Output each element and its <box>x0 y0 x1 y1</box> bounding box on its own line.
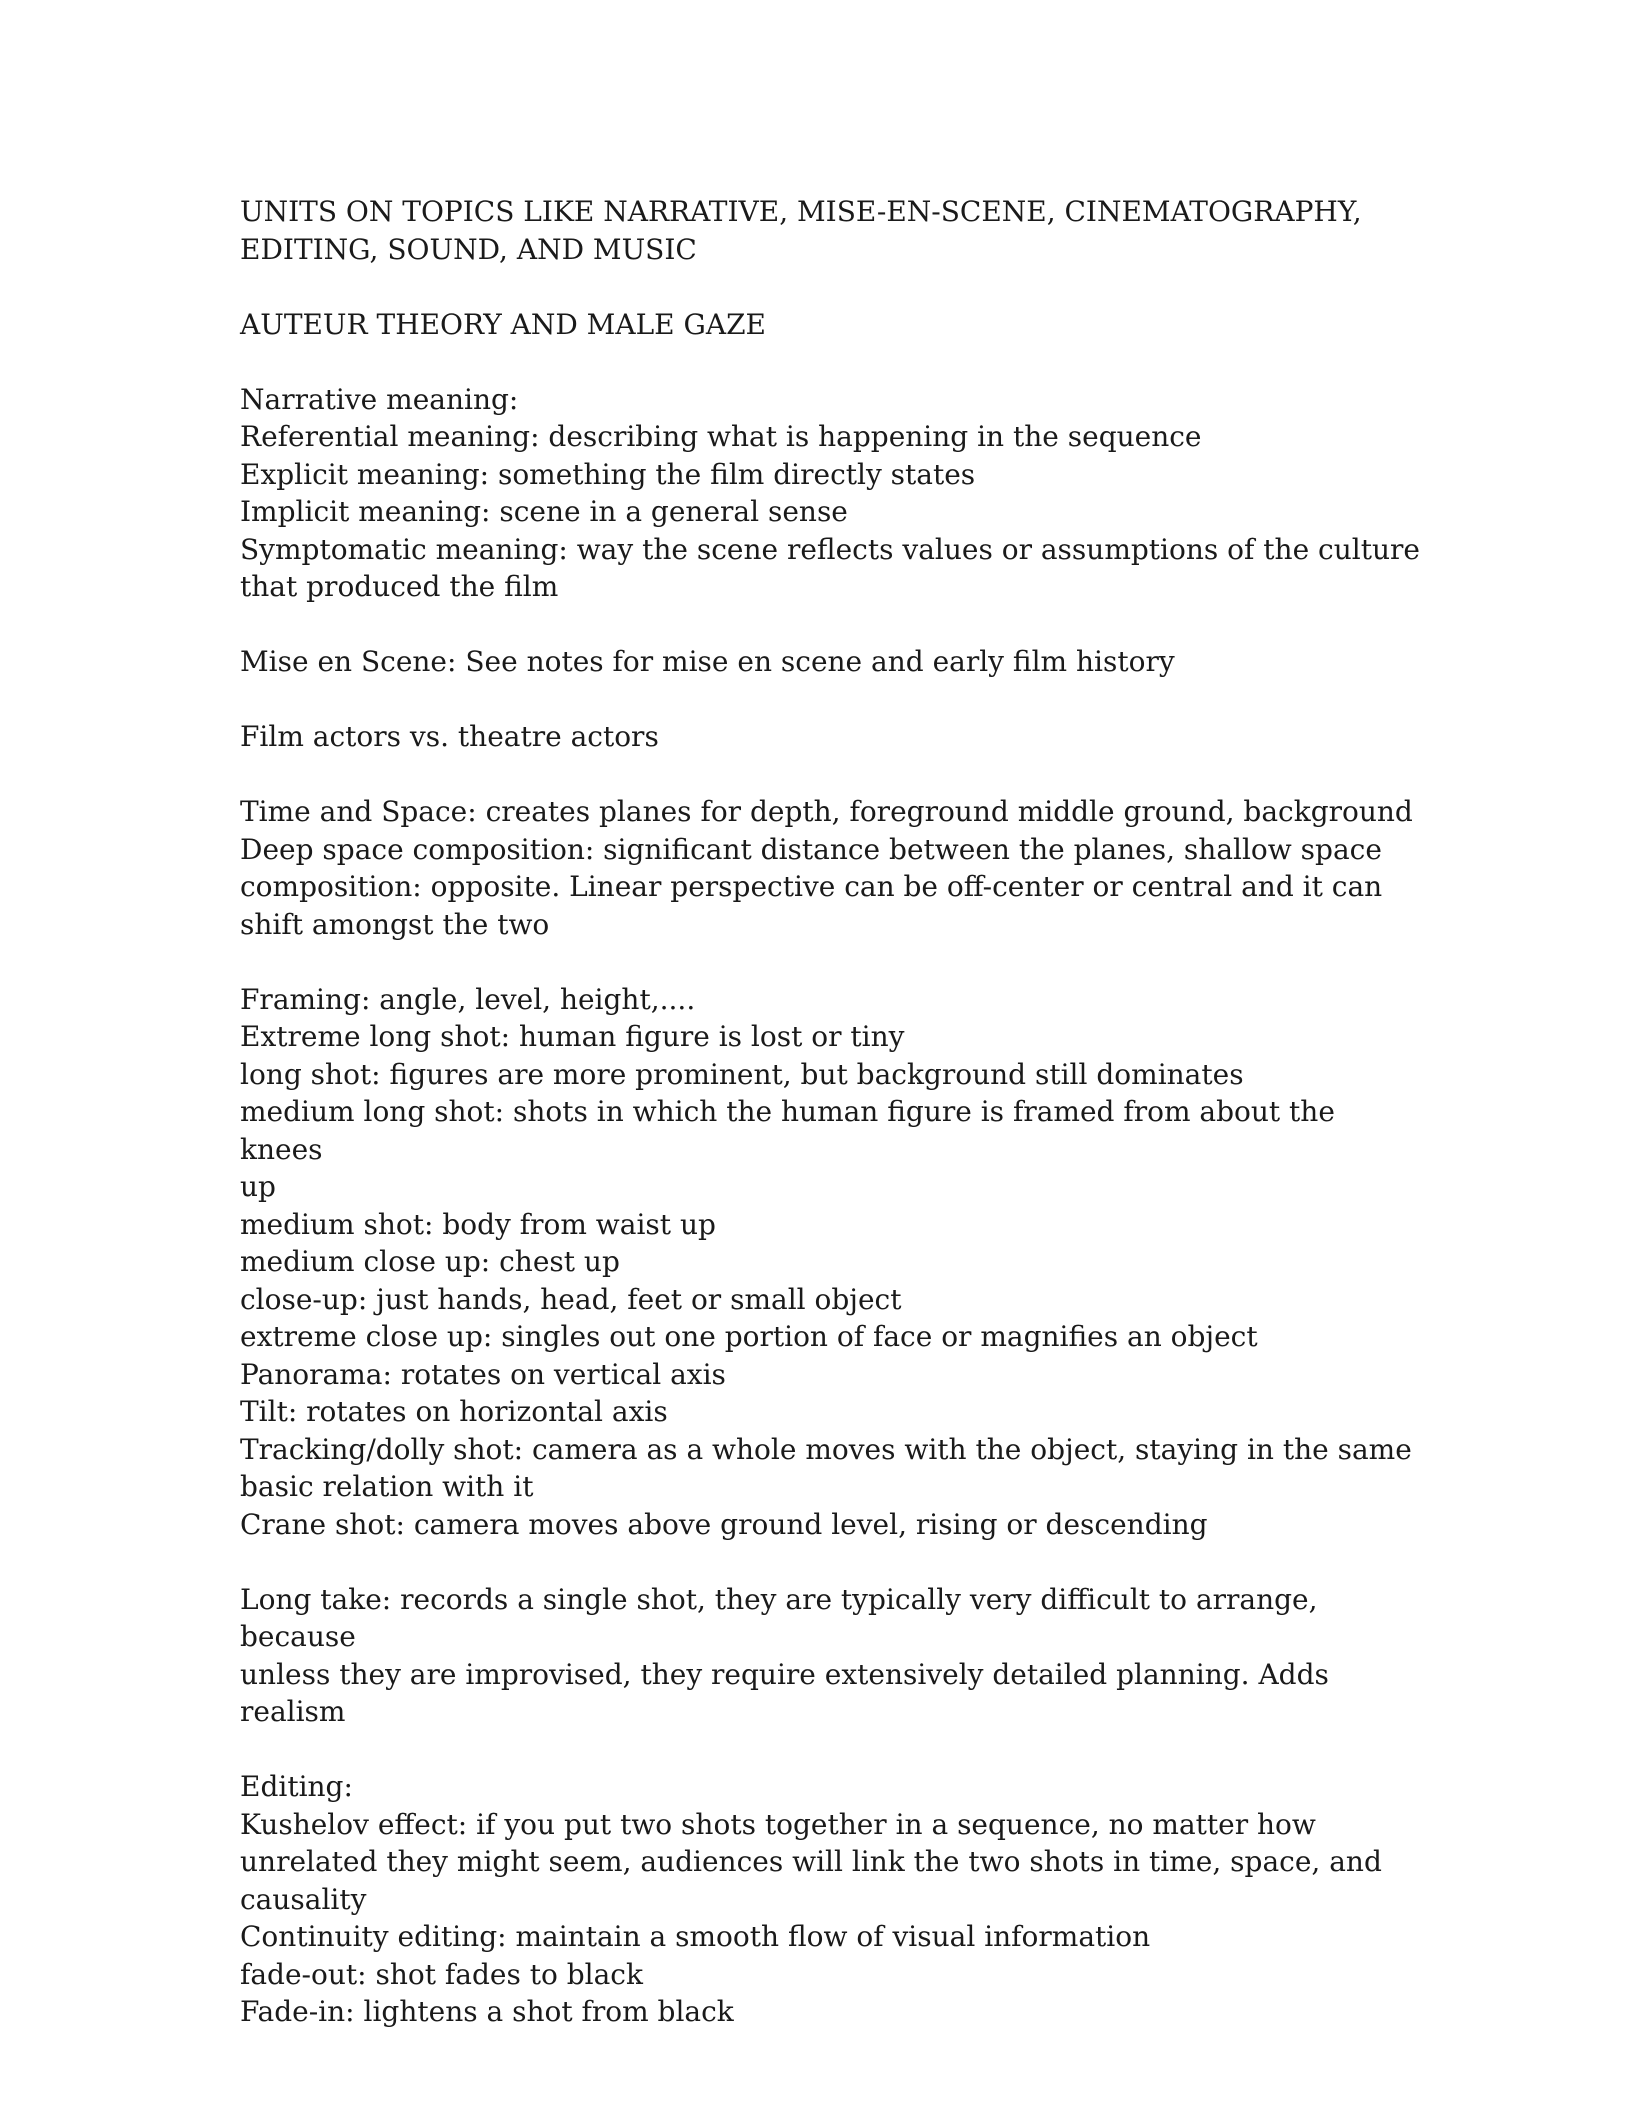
text-line: Implicit meaning: scene in a general sense <box>240 495 848 528</box>
text-line: UNITS ON TOPICS LIKE NARRATIVE, MISE-EN-SCENE, CINEMATOGRAPHY, <box>240 195 1362 228</box>
text-line: long shot: figures are more prominent, but background still dominates <box>240 1057 1244 1091</box>
text-line: Referential meaning: describing what is happening in the sequence <box>240 420 1202 453</box>
text-line: medium long shot: shots in which the human figure is framed from about the knees <box>240 1095 1344 1166</box>
text-line: shift amongst the two <box>240 907 550 941</box>
text-line: Tracking/dolly shot: camera as a whole moves with the object, staying in the same <box>240 1432 1412 1466</box>
text-line: Extreme long shot: human figure is lost or tiny <box>240 1020 905 1053</box>
text-line: composition: opposite. Linear perspective can be off-center or central and it can <box>240 870 1383 903</box>
text-line: Mise en Scene: See notes for mise en scene and early film history <box>240 645 1175 678</box>
text-line: fade-out: shot fades to black <box>240 1957 643 1991</box>
paragraph <box>240 643 1420 681</box>
text-line: Symptomatic meaning: way the scene reflects values or assumptions of the culture <box>240 532 1420 566</box>
paragraph <box>240 793 1420 943</box>
paragraph <box>240 1768 1420 2031</box>
text-line: Tilt: rotates on horizontal axis <box>240 1395 668 1428</box>
paragraph <box>240 381 1420 606</box>
text-line: Time and Space: creates planes for depth, foreground middle ground, background <box>240 795 1413 828</box>
text-line: Narrative meaning: <box>240 382 519 416</box>
text-line: EDITING, SOUND, AND MUSIC <box>240 232 697 266</box>
text-line: unless they are improvised, they require extensively detailed planning. Adds realism <box>240 1657 1338 1728</box>
text-line: Panorama: rotates on vertical axis <box>240 1357 726 1391</box>
text-line: close-up: just hands, head, feet or small object <box>240 1282 902 1316</box>
text-line: medium shot: body from waist up <box>240 1207 716 1241</box>
text-line: Kushelov effect: if you put two shots together in a sequence, no matter how <box>240 1807 1316 1841</box>
text-line: AUTEUR THEORY AND MALE GAZE <box>240 307 766 341</box>
paragraph <box>240 718 1420 756</box>
paragraph <box>240 981 1420 1544</box>
text-line: Editing: <box>240 1770 353 1803</box>
text-line: Fade-in: lightens a shot from black <box>240 1995 734 2028</box>
text-line: basic relation with it <box>240 1470 534 1503</box>
text-line: Framing: angle, level, height,.... <box>240 982 696 1016</box>
text-line: that produced the film <box>240 570 559 603</box>
text-line: extreme close up: singles out one portion of face or magnifies an object <box>240 1320 1258 1353</box>
text-line: unrelated they might seem, audiences will link the two shots in time, space, and <box>240 1845 1382 1878</box>
paragraph <box>240 193 1420 268</box>
text-line: Deep space composition: significant distance between the planes, shallow space <box>240 832 1382 866</box>
paragraph <box>240 306 1420 344</box>
document-body <box>240 193 1420 2068</box>
text-line: causality <box>240 1882 367 1916</box>
text-line: Explicit meaning: something the film directly states <box>240 457 976 491</box>
text-line: up <box>240 1170 276 1203</box>
text-line: Film actors vs. theatre actors <box>240 720 659 753</box>
text-line: Long take: records a single shot, they are typically very difficult to arrange, because <box>240 1582 1327 1653</box>
text-line: Continuity editing: maintain a smooth flow of visual information <box>240 1920 1151 1953</box>
text-line: medium close up: chest up <box>240 1245 620 1278</box>
paragraph <box>240 1581 1420 1731</box>
text-line: Crane shot: camera moves above ground level, rising or descending <box>240 1507 1208 1541</box>
